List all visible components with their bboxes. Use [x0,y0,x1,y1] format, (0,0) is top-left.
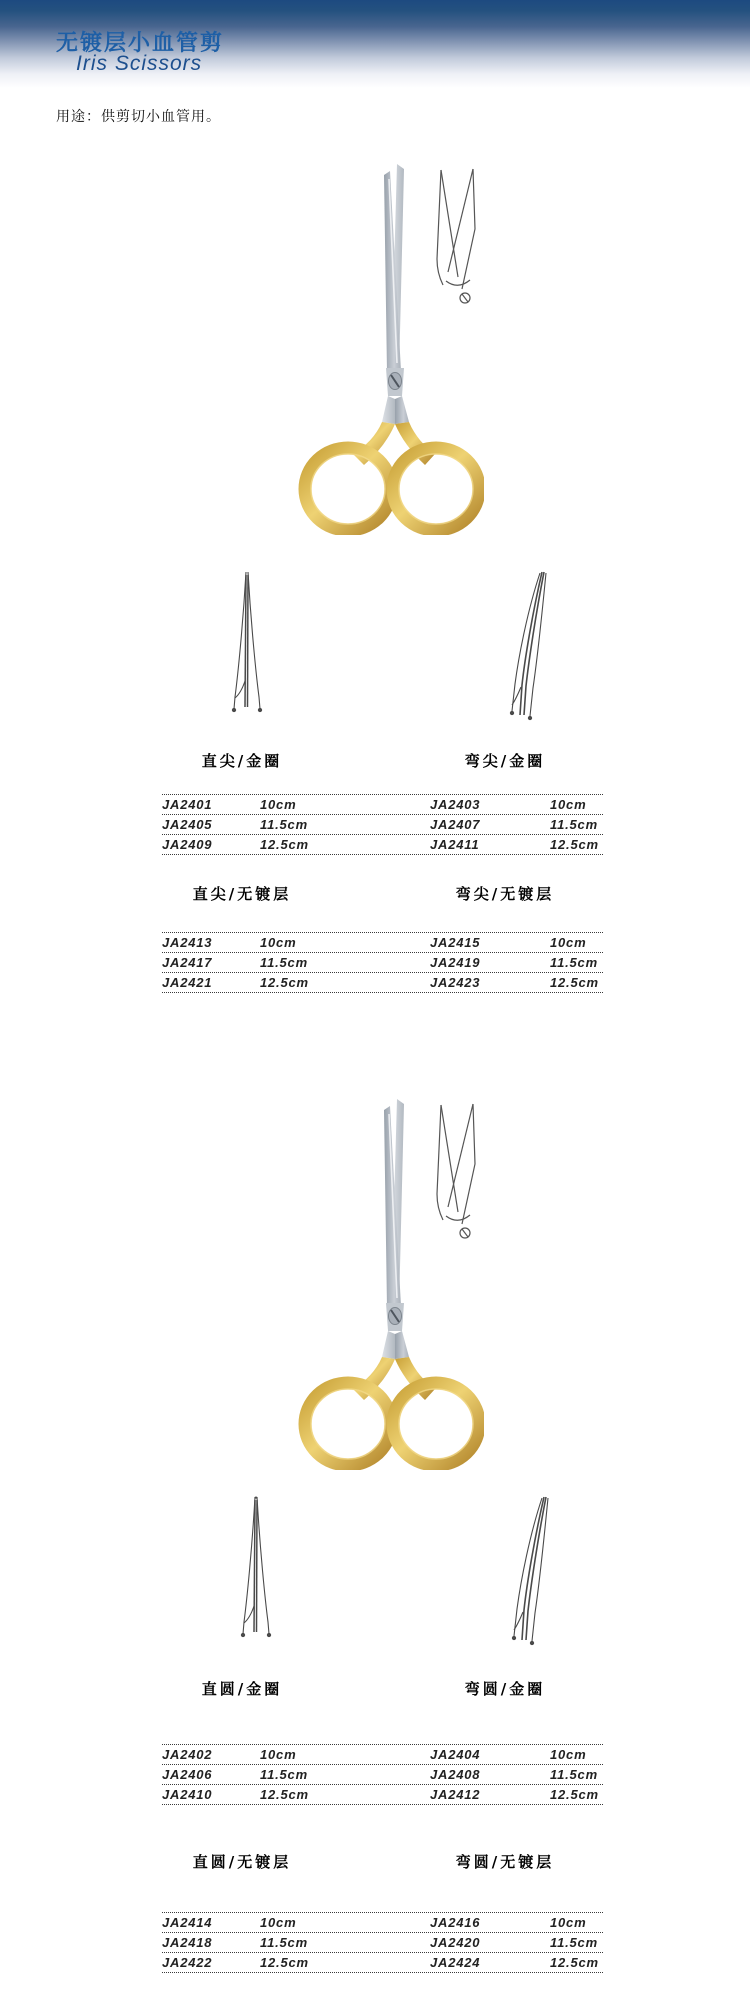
product-size: 10cm [260,1747,297,1762]
table-group-header-2 [0,883,750,903]
table-header-curved-sharp-plain: 弯尖/无镀层 [455,885,555,903]
product-code: JA2406 [162,1767,213,1782]
table-header-curved-sharp-gold: 弯尖/金圈 [464,752,546,770]
table-row [162,1785,603,1805]
table-header-curved-round-plain: 弯圆/无镀层 [455,1853,555,1871]
page-title: 无镀层小血管剪 [56,31,225,56]
usage-note: 用途：供剪切小血管用。 [56,109,221,125]
straight-round-tip-drawing [240,1494,272,1646]
table-row [162,1953,603,1973]
product-size: 10cm [550,935,587,950]
table-header-straight-round-plain: 直圆/无镀层 [192,1853,292,1871]
product-code: JA2412 [430,1787,481,1802]
product-size: 10cm [550,1747,587,1762]
product-table-2 [162,932,603,993]
table-group-header-1 [0,750,750,770]
table-row [162,835,603,855]
product-code: JA2419 [430,955,481,970]
product-code: JA2418 [162,1935,213,1950]
table-row [162,1913,603,1933]
product-table-4 [162,1912,603,1973]
table-row [162,953,603,973]
product-code: JA2415 [430,935,481,950]
scissors-open-tip-drawing [434,167,480,311]
product-size: 12.5cm [260,975,309,990]
scissors-open-tip-drawing [434,1102,480,1246]
table-header-straight-sharp-gold: 直尖/金圈 [201,752,283,770]
product-table-1 [162,794,603,855]
product-code: JA2401 [162,797,213,812]
product-size: 10cm [260,797,297,812]
table-row [162,1745,603,1765]
product-size: 12.5cm [260,1955,309,1970]
product-code: JA2409 [162,837,213,852]
product-code: JA2416 [430,1915,481,1930]
product-size: 10cm [550,797,587,812]
product-code: JA2421 [162,975,213,990]
product-size: 10cm [550,1915,587,1930]
table-row [162,973,603,993]
table-header-curved-round-gold: 弯圆/金圈 [464,1680,546,1698]
product-code: JA2424 [430,1955,481,1970]
product-code: JA2413 [162,935,213,950]
product-size: 10cm [260,935,297,950]
product-size: 12.5cm [550,837,599,852]
curved-tip-drawing [506,569,552,723]
product-code: JA2423 [430,975,481,990]
product-size: 11.5cm [260,1935,308,1950]
straight-tip-drawing [231,569,263,721]
table-group-header-3 [0,1678,750,1698]
table-row [162,1765,603,1785]
product-size: 12.5cm [550,975,599,990]
product-table-3 [162,1744,603,1805]
product-size: 12.5cm [550,1787,599,1802]
product-size: 12.5cm [260,1787,309,1802]
product-size: 11.5cm [260,817,308,832]
table-header-straight-sharp-plain: 直尖/无镀层 [192,885,292,903]
product-code: JA2420 [430,1935,481,1950]
product-code: JA2408 [430,1767,481,1782]
product-code: JA2422 [162,1955,213,1970]
product-size: 11.5cm [260,955,308,970]
product-size: 11.5cm [550,817,598,832]
product-size: 11.5cm [550,955,598,970]
product-size: 12.5cm [550,1955,599,1970]
product-size: 12.5cm [260,837,309,852]
table-row [162,933,603,953]
product-size: 11.5cm [260,1767,308,1782]
product-code: JA2410 [162,1787,213,1802]
product-code: JA2407 [430,817,481,832]
table-row [162,815,603,835]
product-size: 10cm [260,1915,297,1930]
product-code: JA2411 [430,837,480,852]
product-size: 11.5cm [550,1935,598,1950]
table-row [162,1933,603,1953]
table-header-straight-round-gold: 直圆/金圈 [201,1680,283,1698]
curved-round-tip-drawing [508,1494,554,1650]
page-subtitle: Iris Scissors [76,52,203,75]
product-code: JA2403 [430,797,481,812]
table-group-header-4 [0,1851,750,1871]
table-row [162,795,603,815]
product-code: JA2402 [162,1747,213,1762]
product-code: JA2405 [162,817,213,832]
product-size: 11.5cm [550,1767,598,1782]
product-code: JA2414 [162,1915,213,1930]
product-code: JA2417 [162,955,213,970]
product-code: JA2404 [430,1747,481,1762]
